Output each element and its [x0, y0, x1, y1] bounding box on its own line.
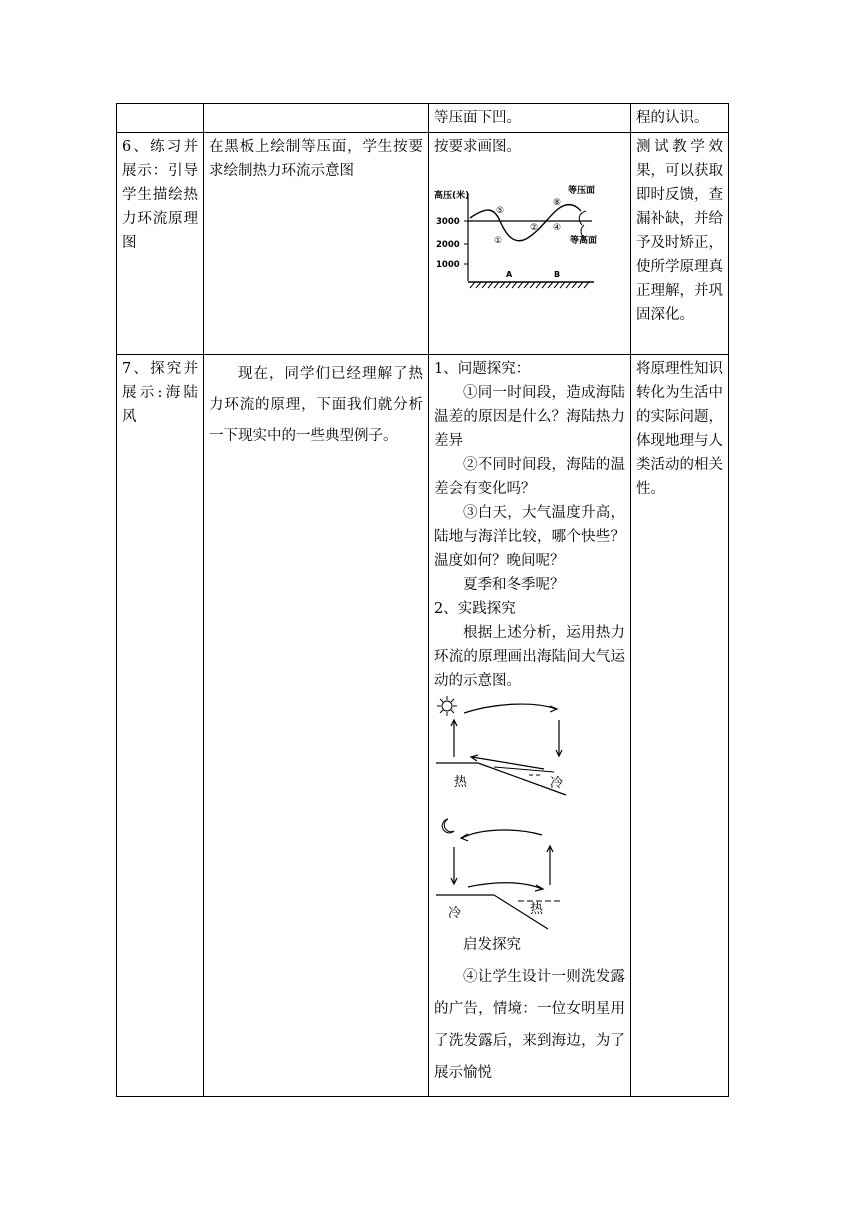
table-row	[117, 104, 729, 133]
cell-teacher	[204, 104, 429, 133]
cell-intent: 将原理性知识转化为生活中的实际问题，体现地理与人类活动的相关性。	[631, 355, 729, 1097]
cell-student	[429, 133, 631, 355]
lesson-table	[116, 103, 729, 1097]
point-label: ②	[530, 223, 539, 233]
table-row	[117, 355, 729, 1097]
question-3: ③白天，大气温度升高，陆地与海洋比较，哪个快些？温度如何？晚间呢？	[434, 505, 625, 569]
cell-teacher	[204, 355, 429, 1097]
inspire-title: 启发探究	[463, 937, 521, 953]
location-label: B	[554, 270, 561, 279]
contour-label: 等高面	[570, 236, 598, 246]
label-hot: 热	[530, 902, 544, 917]
point-label: ⑤	[496, 206, 505, 216]
isobar-line	[470, 205, 581, 241]
question-2: ②不同时间段，海陆的温差会有变化吗？	[434, 457, 625, 497]
sun-icon	[437, 696, 457, 716]
point-label: ⑧	[553, 198, 562, 208]
cell-intent: 程的认识。	[631, 104, 729, 133]
cell-student	[429, 355, 631, 1097]
cell-step: 7、探究并展示:海陆风	[117, 355, 204, 1097]
question-4: 夏季和冬季呢？	[463, 577, 565, 593]
isobar-figure	[434, 181, 624, 311]
point-label: ①	[494, 236, 503, 246]
cell-student: 等压面下凹。	[429, 104, 631, 133]
cell-step	[117, 104, 204, 133]
cell-intent: 测试教学效果，可以获取即时反馈，查漏补缺，并给予及时矫正，使所学原理真正理解，并巩固深化。	[631, 133, 729, 355]
point-label: ④	[553, 223, 562, 233]
cell-teacher: 在黑板上绘制等压面，学生按要求绘制热力环流示意图	[204, 133, 429, 355]
figure-ylabel: 高压(米)	[434, 191, 470, 201]
location-label: A	[506, 270, 513, 279]
practice-title: 2、实践探究	[434, 601, 516, 617]
ytick-label: 2000	[436, 240, 460, 250]
teacher-text: 现在，同学们已经理解了热力环流的原理，下面我们就分析一下现实中的一些典型例子。	[209, 366, 423, 444]
label-cold: 冷	[550, 776, 564, 791]
label-hot: 热	[454, 775, 468, 790]
ytick-label: 3000	[436, 217, 460, 227]
question-1: ①同一时间段，造成海陆温差的原因是什么？海陆热力差异	[434, 385, 625, 449]
isobar-label: 等压面	[568, 186, 596, 196]
question-title: 1、问题探究：	[434, 361, 531, 377]
table-row	[117, 133, 729, 355]
moon-icon	[442, 819, 454, 833]
sea-land-breeze-figure	[434, 695, 624, 945]
question-5: ④让学生设计一则洗发露的广告，情境：一位女明星用了洗发露后，来到海边，为了展示愉悦	[434, 969, 625, 1081]
practice-text: 根据上述分析，运用热力环流的原理画出海陆间大气运动的示意图。	[434, 625, 625, 689]
ytick-label: 1000	[436, 260, 460, 270]
label-cold: 冷	[448, 906, 462, 921]
student-text: 按要求画图。	[434, 139, 521, 155]
cell-step: 6、练习并展示：引导学生描绘热力环流原理图	[117, 133, 204, 355]
